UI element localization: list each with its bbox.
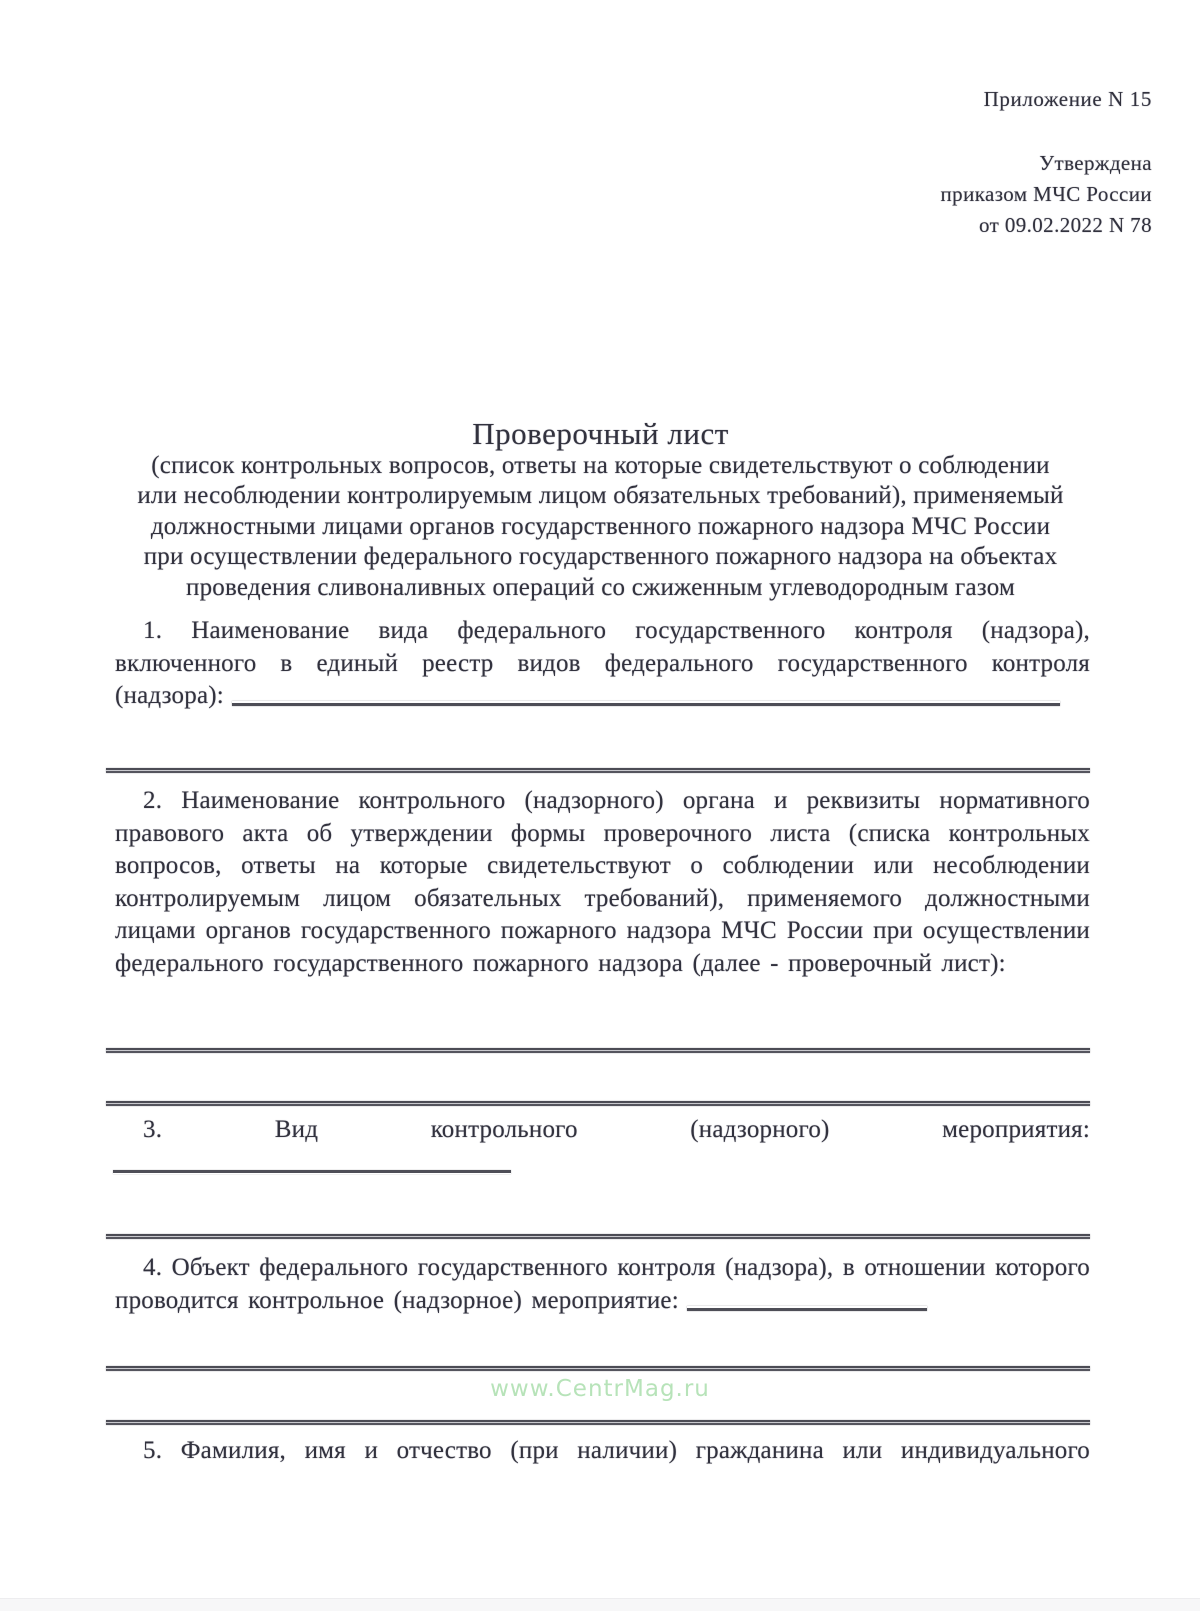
watermark: www.CentrMag.ru [490,1376,710,1402]
document-title-block [113,417,1088,603]
paragraph-4 [115,1252,1090,1317]
title-subtitle-line: или несоблюдении контролируемым лицом обязательных требований), применяемый [137,482,1064,510]
fill-line [106,1366,1090,1371]
paragraph-2 [115,785,1090,980]
fill-line [106,1420,1090,1425]
paragraph-1-text: 1. Наименование вида федерального государственного контроля (надзора), включенного в единый реестр видов федерального государственного контроля (надзора): [115,617,1090,709]
approval-line: от 09.02.2022 N 78 [978,213,1152,237]
title-subtitle-line: при осуществлении федерального государственного пожарного надзора на объектах [143,543,1058,571]
paragraph-3: 3. Вид контрольного (надзорного) мероприятия: [143,1116,1090,1143]
appendix-note: Приложение N 15 [983,87,1152,111]
paragraph-5: 5. Фамилия, имя и отчество (при наличии) гражданина или индивидуального [143,1437,1090,1464]
document-title: Проверочный лист [472,416,729,451]
fill-line [106,768,1090,773]
blank-field-control-type [232,701,1060,706]
approval-block [941,148,1152,241]
title-subtitle-line: должностными лицами органов государственного пожарного надзора МЧС России [150,512,1051,540]
fill-line [106,1101,1090,1106]
fill-line [106,1234,1090,1239]
blank-field-object [687,1306,927,1311]
paragraph-4-text: 4. Объект федерального государственного контроля (надзора), в отношении которого проводится контрольное (надзорное) мероприятие: [115,1254,1090,1314]
approval-line: приказом МЧС России [940,182,1152,206]
approval-line: Утверждена [1039,151,1152,175]
fill-line [106,1048,1090,1053]
title-subtitle-line: (список контрольных вопросов, ответы на которые свидетельствуют о соблюдении [151,452,1050,479]
page-bottom-strip [0,1598,1200,1611]
blank-field-event-type [113,1170,511,1174]
title-subtitle-line: проведения сливоналивных операций со сжиженным углеводородным газом [186,573,1015,601]
paragraph-1 [115,615,1090,713]
paragraph-2-text: 2. Наименование контрольного (надзорного) органа и реквизиты нормативного правового акта об утверждении формы проверочного листа (списка контрольных вопросов, ответы на которые свидетельствуют о соблюдении или несоблюдении контролируемым лицом обязательных требований), применяемого должностными лицами органов государственного пожарного надзора МЧС России при осуществлении федерального государственного пожарного надзора (далее - проверочный лист): [115,787,1090,977]
